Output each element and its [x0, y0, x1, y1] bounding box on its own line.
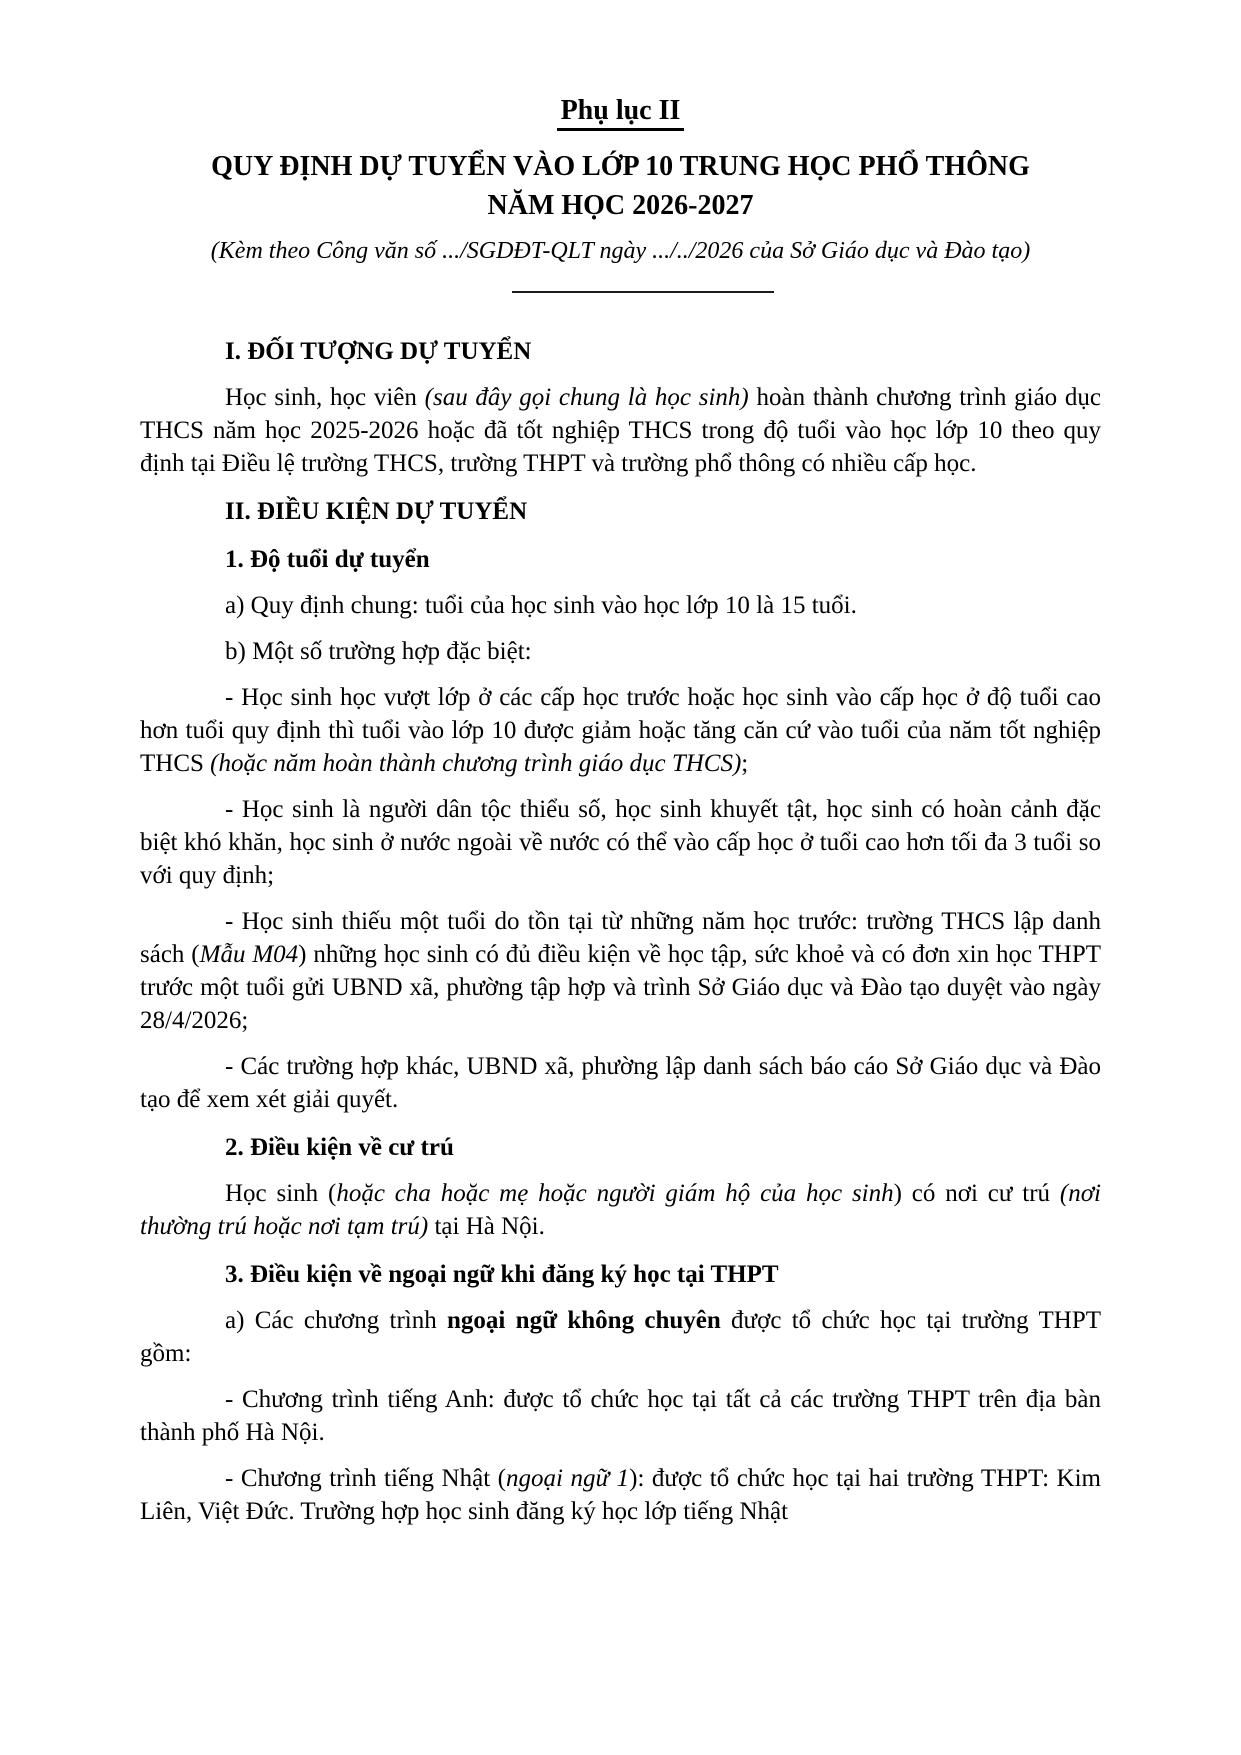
text-run: - Chương trình tiếng Anh: được tổ chức học tại tất cả các trường THPT trên địa bàn thành phố Hà Nội.	[140, 1386, 1101, 1446]
appendix-label	[140, 95, 1101, 131]
text-run: - Học sinh thiếu một tuổi do tồn tại từ những năm học trước: trường THCS lập danh sách (	[140, 908, 1101, 968]
document-body	[140, 335, 1101, 1528]
text-run: tại Hà Nội.	[428, 1213, 545, 1240]
text-run: b) Một số trường hợp đặc biệt:	[225, 638, 532, 665]
body-paragraph	[140, 635, 1101, 668]
text-run: hoặc cha hoặc mẹ hoặc người giám hộ của học sinh	[336, 1180, 894, 1207]
body-paragraph	[140, 1177, 1101, 1243]
separator-rule	[512, 291, 774, 293]
text-run: - Học sinh là người dân tộc thiểu số, học sinh khuyết tật, học sinh có hoàn cảnh đặc biệt khó khăn, học sinh ở nước ngoài về nước có thể vào cấp học ở tuổi cao hơn tối đa 3 tuổi so với quy định;	[140, 796, 1101, 889]
text-run: ) những học sinh có đủ điều kiện về học tập, sức khoẻ và có đơn xin học THPT trước một tuổi gửi UBND xã, phường tập hợp và trình Sở Giáo dục và Đào tạo duyệt vào ngày 28/4/2026;	[140, 941, 1101, 1034]
text-run: a) Quy định chung: tuổi của học sinh vào học lớp 10 là 15 tuổi.	[225, 592, 857, 619]
body-paragraph	[140, 589, 1101, 622]
body-paragraph	[140, 381, 1101, 480]
body-paragraph	[140, 1462, 1101, 1528]
document-subtitle: (Kèm theo Công văn số .../SGDĐT-QLT ngày .../../2026 của Sở Giáo dục và Đào tạo)	[210, 238, 1031, 264]
text-run: được tổ chức học tại trường THPT gồm:	[140, 1307, 1102, 1367]
document-title	[140, 147, 1101, 225]
text-run: 3. Điều kiện về ngoại ngữ khi đăng ký học tại THPT	[225, 1261, 779, 1288]
body-paragraph	[140, 793, 1101, 892]
section-heading	[140, 543, 1101, 576]
text-run: 1. Độ tuổi dự tuyển	[225, 546, 430, 573]
text-run: 2. Điều kiện về cư trú	[225, 1134, 454, 1161]
text-run: ngoại ngữ không chuyên	[447, 1307, 721, 1334]
body-paragraph	[140, 1383, 1101, 1449]
section-heading	[140, 1131, 1101, 1164]
section-heading	[140, 1258, 1101, 1291]
text-run: ngoại ngữ 1	[506, 1465, 630, 1492]
text-run: ): được tổ chức học tại hai trường THPT: Kim Liên, Việt Đức. Trường hợp học sinh đăng ký học lớp tiếng Nhật	[140, 1465, 1101, 1525]
body-paragraph	[140, 1304, 1101, 1370]
text-run: II. ĐIỀU KIỆN DỰ TUYỂN	[225, 498, 528, 525]
text-run: - Học sinh học vượt lớp ở các cấp học trước hoặc học sinh vào cấp học ở độ tuổi cao hơn tuổi quy định thì tuổi vào lớp 10 được giảm hoặc tăng căn cứ vào tuổi của năm tốt nghiệp THCS	[140, 684, 1101, 777]
text-run: Học sinh (	[225, 1180, 337, 1207]
text-run: ;	[741, 750, 749, 777]
text-run: I. ĐỐI TƯỢNG DỰ TUYỂN	[225, 338, 532, 365]
text-run: - Các trường hợp khác, UBND xã, phường lập danh sách báo cáo Sở Giáo dục và Đào tạo để xem xét giải quyết.	[140, 1053, 1101, 1113]
text-run: (hoặc năm hoàn thành chương trình giáo dục THCS)	[210, 750, 742, 777]
section-heading	[140, 495, 1101, 528]
document-title-line1: QUY ĐỊNH DỰ TUYỂN VÀO LỚP 10 TRUNG HỌC PHỔ THÔNG	[211, 151, 1030, 182]
text-run: Học sinh, học viên	[225, 384, 425, 411]
text-run: Mẫu M04	[199, 941, 299, 968]
body-paragraph	[140, 1050, 1101, 1116]
document-title-line2: NĂM HỌC 2026-2027	[487, 190, 754, 221]
appendix-label-text: Phụ lục II	[557, 95, 685, 131]
text-run: (sau đây gọi chung là học sinh)	[424, 384, 749, 411]
body-paragraph	[140, 681, 1101, 780]
text-run: - Chương trình tiếng Nhật (	[225, 1465, 506, 1492]
text-run: hoàn thành chương trình giáo dục THCS năm học 2025-2026 hoặc đã tốt nghiệp THCS trong độ tuổi vào học lớp 10 theo quy định tại Điều lệ trường THCS, trường THPT và trường phổ thông có nhiều cấp học.	[140, 384, 1102, 477]
body-paragraph	[140, 905, 1101, 1037]
section-heading	[140, 335, 1101, 368]
text-run: (nơi thường trú hoặc nơi tạm trú)	[140, 1180, 1101, 1240]
text-run: a) Các chương trình	[225, 1307, 448, 1334]
text-run: ) có nơi cư trú	[893, 1180, 1060, 1207]
